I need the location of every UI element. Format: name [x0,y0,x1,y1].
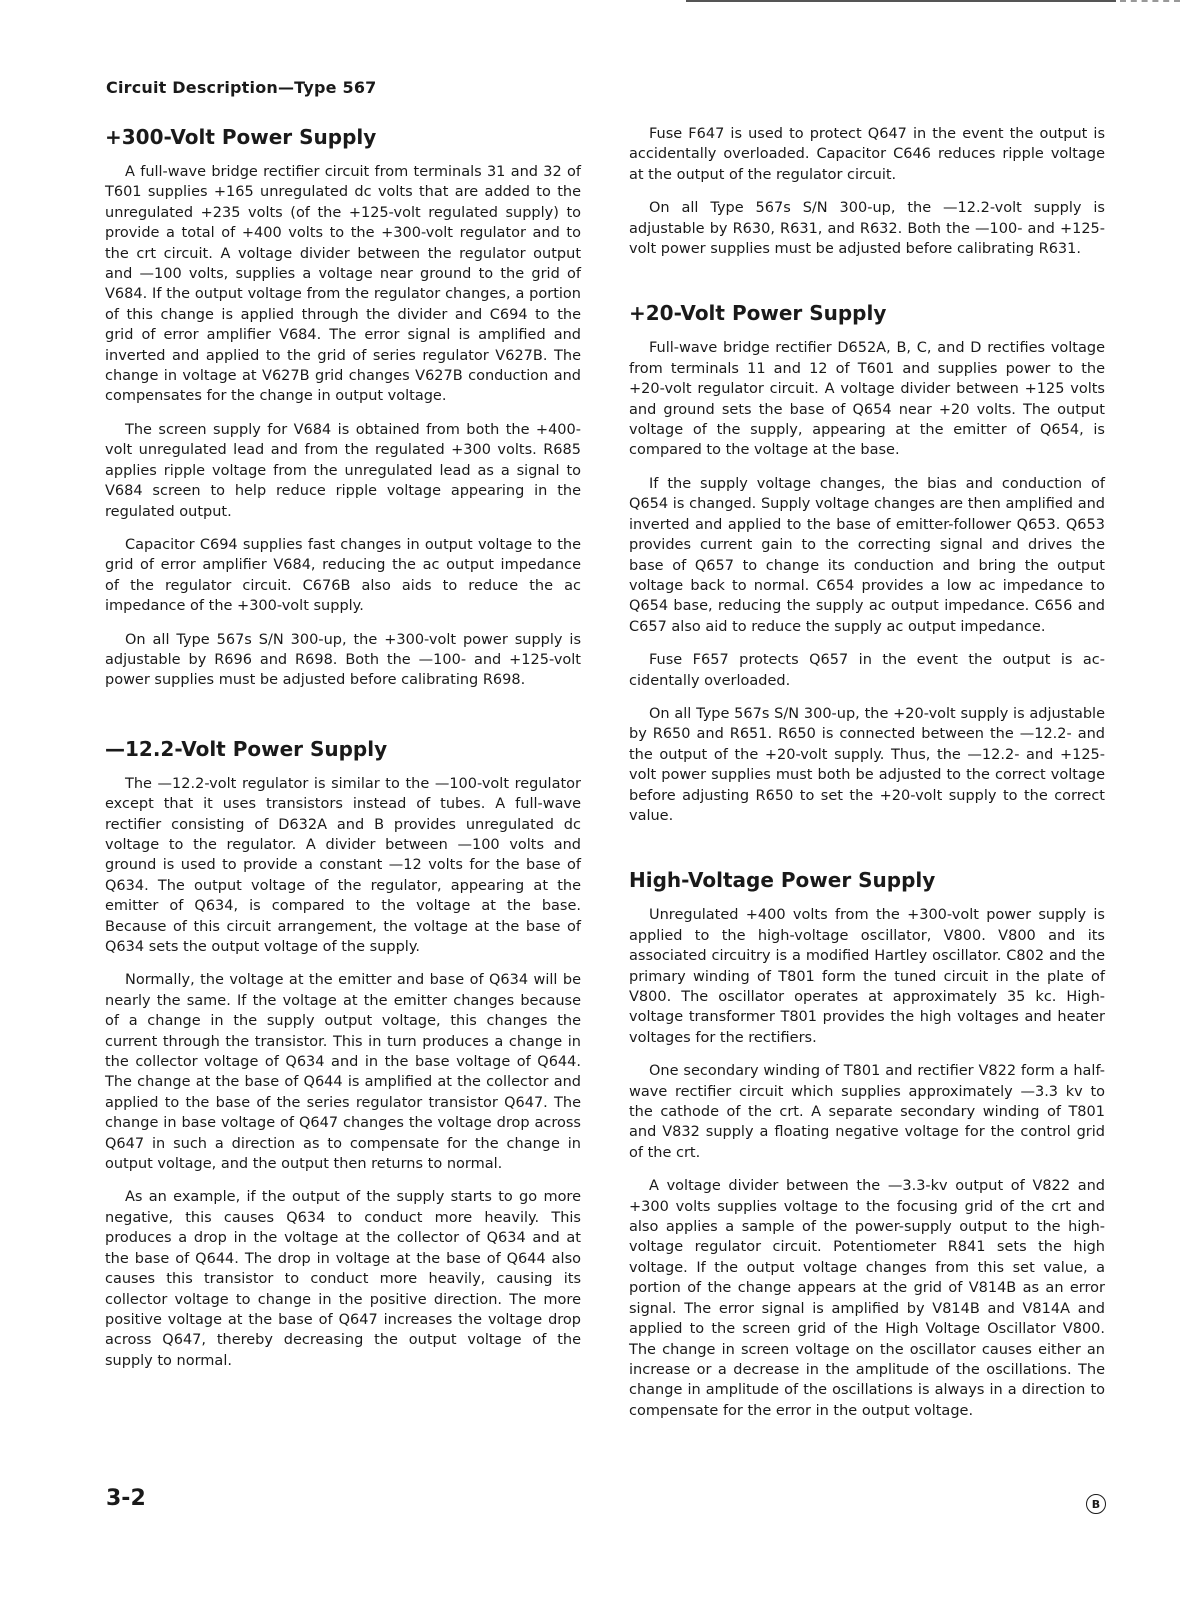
section-title: +20-Volt Power Supply [629,301,887,326]
section-300-volt [105,124,581,691]
paragraph: Capacitor C694 supplies fast changes in output voltage to the grid of error amplifier V684, reducing the ac output impedance of the regulator circuit. C676B also aids to reduce the ac impedance of the +300-volt supply. [105,536,581,615]
paragraph: A full-wave bridge rectifier circuit from terminals 31 and 32 of T601 supplies +165 unregulated dc volts that are added to the unregulated +235 volts (of the +125-volt regulated supply) to provide a total of +400 volts to the +300-volt regulator and to the crt circuit. A voltage divider between the regulator output and —100 volts, supplies a voltage near ground to the grid of V684. If the output voltage from the regulator changes, a portion of this change is applied through the divider and C694 to the grid of error amplifier V684. The error signal is amplified and inverted and applied to the grid of series regulator V627B. The change in voltage at V627B grid changes V627B conduction and compensates for the change in output voltage. [105,164,581,405]
right-column [629,124,1105,1434]
paragraph: Normally, the voltage at the emitter and base of Q634 will be nearly the same. If the voltage at the emitter changes because of a change in the supply output voltage, this changes the current through the transistor. This in turn produces a change in the collector voltage of Q634 and in the base voltage of Q644. The change at the base of Q644 is amplified at the collector and applied to the base of the series regulator transistor Q647. The change in base voltage of Q647 changes the voltage drop across Q647 in such a direction as to compensate for the change in output voltage, and the output then returns to normal. [105,972,581,1173]
paragraph: Fuse F657 protects Q657 in the event the output is accidentally overloaded. [629,652,1105,689]
section-12-2-volt [105,736,581,1371]
left-column [105,124,581,1384]
paragraph: On all Type 567s S/N 300-up, the —12.2-volt supply is adjustable by R630, R631, and R632. Both the —100- and +125-volt power supplies must be adjusted before calibrating R631. [629,200,1105,258]
paragraph: If the supply voltage changes, the bias and conduction of Q654 is changed. Supply voltage changes are then amplified and inverted and applied to the base of emitter-follower Q653. Q653 provides current gain to the correcting signal and drives the base of Q657 to change its conduction and bring the output voltage back to normal. C654 provides a low ac impedance to Q654 base, reducing the supply ac output impedance. C656 and C657 also aid to reduce the supply ac output impedance. [629,475,1105,635]
paragraph: Full-wave bridge rectifier D652A, B, C, and D rectifies voltage from terminals 11 and 12 of T601 and supplies power to the +20-volt regulator circuit. A voltage divider between +125 volts and ground sets the base of Q654 near +20 volts. The output voltage of the supply, appearing at the emitter of Q654, is compared to the voltage at the base. [629,340,1105,459]
paragraph: One secondary winding of T801 and rectifier V822 form a half-wave rectifier circuit which supplies approximately —3.3 kv to the cathode of the crt. A separate secondary winding of T801 and V832 supply a floating negative voltage for the control grid of the crt. [629,1063,1105,1161]
paragraph: Unregulated +400 volts from the +300-volt power supply is applied to the high-voltage oscillator, V800. V800 and its associated circuitry is a modified Hartley oscillator. C802 and the primary winding of T801 form the tuned circuit in the plate of V800. The oscillator operates at approximately 35 kc. High-voltage transformer T801 provides the high voltages and heater voltages for the rectifiers. [629,907,1105,1046]
page-number: 3-2 [106,1486,146,1511]
top-rule [686,0,1116,2]
section-high-voltage [629,867,1105,1421]
paragraph: A voltage divider between the —3.3-kv output of V822 and +300 volts supplies voltage to the focusing grid of the crt and also applies a sample of the power-supply output to the high-voltage regulator circuit. Potentiometer R841 sets the high voltage. If the output voltage changes from this set value, a portion of the change appears at the grid of V814B as an error signal. The error signal is amplified by V814B and V814A and applied to the screen grid of the High Voltage Oscillator V800. The change in screen voltage on the oscillator causes either an increase or a decrease in the amplitude of the oscillations. The change in amplitude of the oscillations is always in a direction to compensate for the error in the output voltage. [629,1178,1105,1419]
paragraph: Fuse F647 is used to protect Q647 in the event the output is accidentally overloaded. Capacitor C646 reduces ripple voltage at the output of the regulator circuit. [629,126,1105,183]
section-spacer [105,704,581,736]
section-20-volt [629,300,1105,826]
paragraph: The screen supply for V684 is obtained from both the +400-volt unregulated lead and from the regulated +300 volts. R685 applies ripple voltage from the unregulated lead as a signal to V684 screen to help reduce ripple voltage appearing in the regulated output. [105,421,581,520]
running-head: Circuit Description—Type 567 [106,78,377,97]
section-spacer [629,839,1105,867]
paragraph: On all Type 567s S/N 300-up, the +300-volt power supply is adjustable by R696 and R698. Both the —100- and +125-volt power supplies must be adjusted before calibrating R698. [105,631,581,689]
paragraph: As an example, if the output of the supply starts to go more negative, this causes Q634 to conduct more heavily. This produces a drop in the voltage at the collector of Q634 and at the base of Q644. The drop in voltage at the base of Q644 also causes this transistor to conduct more heavily, causing its collector voltage to change in the positive direction. The more positive voltage at the base of Q647 increases the voltage drop across Q647, thereby decreasing the output voltage of the supply to normal. [105,1189,581,1369]
paragraph: On all Type 567s S/N 300-up, the +20-volt supply is adjustable by R650 and R651. R650 is connected between the —12.2- and the output of the +20-volt supply. Thus, the —12.2- and +125-volt power supplies must both be adjusted to the correct voltage before adjusting R650 to set the +20-volt supply to the correct value. [629,705,1105,824]
section-title: +300-Volt Power Supply [105,125,377,149]
section-title: —12.2-Volt Power Supply [105,736,388,761]
section-title: High-Voltage Power Supply [629,868,936,893]
section-continued [629,124,1105,259]
top-rule-dash [1120,0,1180,2]
section-spacer [629,272,1105,300]
revision-mark: B [1086,1494,1106,1514]
paragraph: The —12.2-volt regulator is similar to the —100-volt regulator except that it uses transistors instead of tubes. A full-wave rectifier consisting of D632A and B provides unregulated dc voltage to the regulator. A divider between —100 volts and ground is used to provide a constant —12 volts for the base of Q634. The output voltage of the regulator, appearing at the emitter of Q634, is compared to the voltage at the base. Because of this circuit arrangement, the voltage at the base of Q634 sets the output voltage of the supply. [105,775,581,955]
